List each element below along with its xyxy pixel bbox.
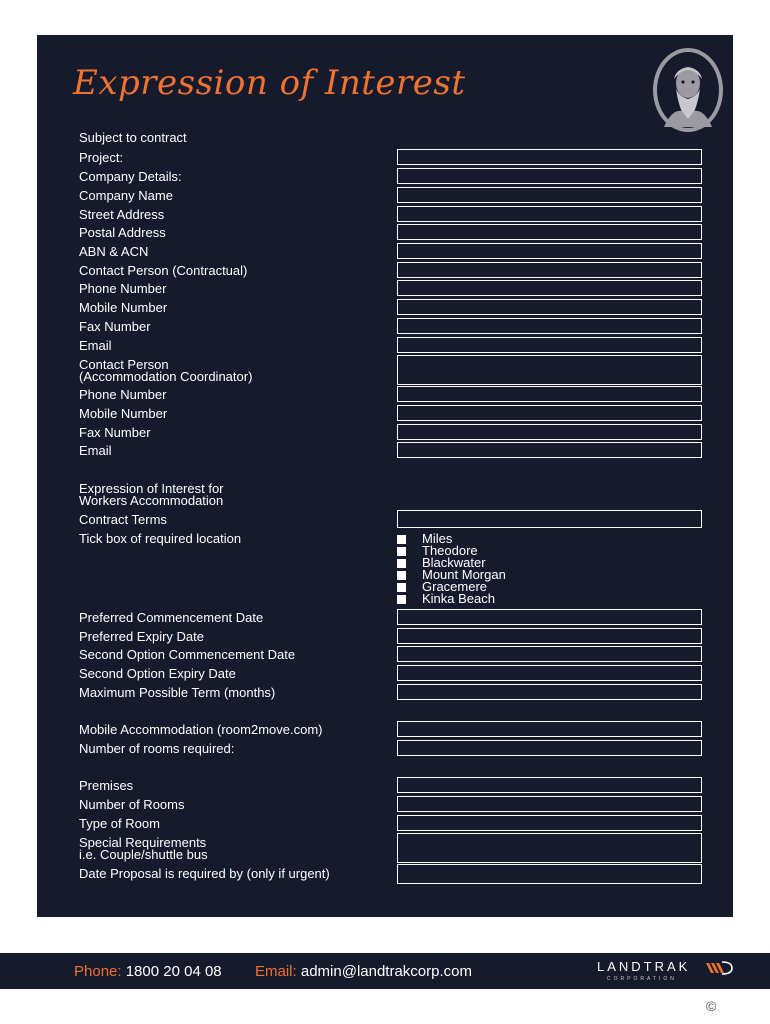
label-mobile-accommodation: Mobile Accommodation (room2move.com) [79, 722, 323, 737]
location-checkbox[interactable]: Blackwater [397, 557, 486, 569]
checkbox-square-icon[interactable] [397, 583, 406, 592]
label-special-requirements: Special Requirements [79, 835, 207, 850]
number-of-rooms-field[interactable] [397, 796, 702, 812]
checkbox-square-icon[interactable] [397, 547, 406, 556]
label-contact-contractual: Contact Person (Contractual) [79, 263, 248, 278]
location-checkbox[interactable]: Gracemere [397, 581, 487, 593]
checkbox-square-icon[interactable] [397, 571, 406, 580]
label-postal-address: Postal Address [79, 225, 166, 240]
type-of-room-field[interactable] [397, 815, 702, 831]
checkbox-square-icon[interactable] [397, 595, 406, 604]
label-number-of-rooms: Number of Rooms [79, 797, 185, 812]
project-field[interactable] [397, 149, 702, 165]
label-company-details: Company Details: [79, 169, 182, 184]
label-contract-terms: Contract Terms [79, 512, 167, 527]
label-abn-acn: ABN & ACN [79, 244, 149, 259]
mobile-accommodation-field[interactable] [397, 721, 702, 737]
contract-terms-field[interactable] [397, 510, 702, 528]
phone-number[interactable]: 1800 20 04 08 [125, 963, 222, 980]
special-requirements-field[interactable] [397, 833, 702, 863]
email-label: Email: [255, 963, 297, 980]
label-email: Email [79, 338, 112, 353]
form-panel [37, 35, 733, 917]
footer-bar [0, 953, 770, 989]
second-expiry-field[interactable] [397, 665, 702, 681]
label-fax-number: Fax Number [79, 319, 151, 334]
bearded-man-portrait-icon [652, 47, 724, 133]
footer-phone [74, 963, 222, 980]
label-contact-accommodation: Contact Person [79, 357, 169, 372]
second-commencement-field[interactable] [397, 646, 702, 662]
label-date-proposal: Date Proposal is required by (only if urgent) [79, 866, 330, 881]
label-fax-number: Fax Number [79, 425, 151, 440]
contact-contractual-field[interactable] [397, 262, 702, 278]
phone-label: Phone: [74, 963, 122, 980]
label-company-name: Company Name [79, 188, 173, 203]
accommodation-fax-field[interactable] [397, 424, 702, 440]
accommodation-phone-field[interactable] [397, 386, 702, 402]
contact-accommodation-field[interactable] [397, 355, 702, 385]
company-name-field[interactable] [397, 187, 702, 203]
label-workers-accommodation: Workers Accommodation [79, 493, 224, 508]
label-premises: Premises [79, 778, 134, 793]
landtrak-logo [597, 959, 737, 985]
label-tick-box: Tick box of required location [79, 531, 242, 546]
label-type-of-room: Type of Room [79, 816, 160, 831]
maximum-term-field[interactable] [397, 684, 702, 700]
label-project: Project: [79, 150, 124, 165]
label-phone-number: Phone Number [79, 281, 167, 296]
label-preferred-commencement: Preferred Commencement Date [79, 610, 264, 625]
footer-email [255, 963, 472, 980]
label-street-address: Street Address [79, 207, 165, 222]
label-contact-accommodation-role: (Accommodation Coordinator) [79, 369, 253, 384]
logo-subtitle: CORPORATION [607, 976, 677, 982]
company-details-field[interactable] [397, 168, 702, 184]
phone-number-field[interactable] [397, 280, 702, 296]
preferred-expiry-field[interactable] [397, 628, 702, 644]
location-checkbox[interactable]: Mount Morgan [397, 569, 506, 581]
label-rooms-required: Number of rooms required: [79, 741, 235, 756]
accommodation-email-field[interactable] [397, 442, 702, 458]
premises-field[interactable] [397, 777, 702, 793]
label-second-expiry: Second Option Expiry Date [79, 666, 236, 681]
copyright-symbol: © [706, 998, 717, 1014]
rooms-required-field[interactable] [397, 740, 702, 756]
label-maximum-term: Maximum Possible Term (months) [79, 685, 276, 700]
email-address[interactable]: admin@landtrakcorp.com [300, 963, 472, 980]
label-second-commencement: Second Option Commencement Date [79, 647, 296, 662]
landtrak-logo-mark-icon [705, 960, 733, 976]
street-address-field[interactable] [397, 206, 702, 222]
abn-acn-field[interactable] [397, 243, 702, 259]
location-checkbox[interactable]: Theodore [397, 545, 478, 557]
location-checkbox[interactable]: Kinka Beach [397, 593, 495, 605]
label-email: Email [79, 443, 112, 458]
label-phone-number: Phone Number [79, 387, 167, 402]
label-special-requirements-example: i.e. Couple/shuttle bus [79, 847, 208, 862]
page-title: Expression of Interest [73, 63, 466, 103]
date-proposal-field[interactable] [397, 864, 702, 884]
mobile-number-field[interactable] [397, 299, 702, 315]
checkbox-square-icon[interactable] [397, 559, 406, 568]
label-preferred-expiry: Preferred Expiry Date [79, 629, 204, 644]
accommodation-mobile-field[interactable] [397, 405, 702, 421]
subject-to-contract: Subject to contract [79, 130, 187, 145]
preferred-commencement-field[interactable] [397, 609, 702, 625]
postal-address-field[interactable] [397, 224, 702, 240]
label-mobile-number: Mobile Number [79, 300, 168, 315]
label-mobile-number: Mobile Number [79, 406, 168, 421]
label-eoi-for: Expression of Interest for [79, 481, 224, 496]
email-field[interactable] [397, 337, 702, 353]
logo-name: LANDTRAK [597, 959, 691, 974]
fax-number-field[interactable] [397, 318, 702, 334]
location-checkbox[interactable]: Miles [397, 533, 452, 545]
checkbox-square-icon[interactable] [397, 535, 406, 544]
